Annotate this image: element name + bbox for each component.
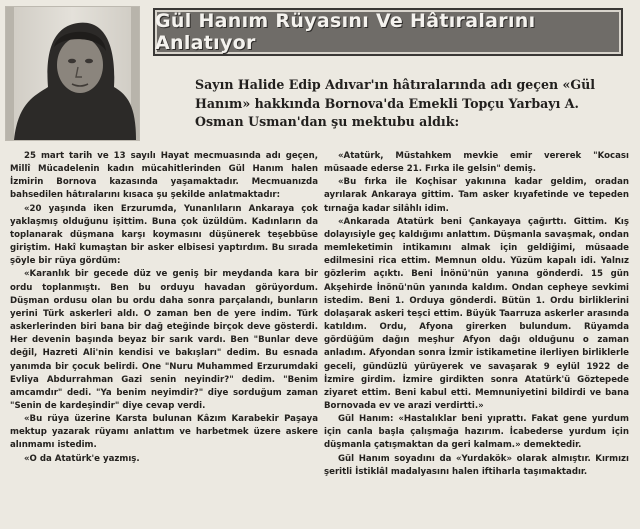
- left-column: [10, 150, 318, 466]
- portrait-photo-of-gul-hanim-icon: [6, 7, 139, 140]
- right-paragraph-2: «Bu fırka ile Koçhisar yakınına kadar geldim, oradan ayrılarak Ankaraya gittim. Tam asker kıyafetinde ve tepeden tırnağa kadar silâhlı idim.: [324, 177, 629, 214]
- left-paragraph-5: «O da Atatürk'e yazmış.: [24, 453, 140, 464]
- intro-paragraph: Sayın Halide Edip Adıvar'ın hâtıralarında adı geçen «Gül Hanım» hakkında Bornova'da Emekli Topçu Yarbayı A. Osman Usman'dan şu mektubu aldık:: [195, 77, 596, 129]
- right-paragraph-4: Gül Hanım: «Hastalıklar beni yıprattı. Fakat gene yurdum için canla başla çalışmağa hazırım. İcabederse yurdum için düşmanla çatışmaktan da geri kalmam.» demektedir.: [324, 414, 629, 451]
- right-paragraph-5: Gül Hanım soyadını da «Yurdakök» olarak almıştır. Kırmızı şeritli İstiklâl madalyasını halen iftiharla taşımaktadır.: [324, 453, 629, 477]
- right-paragraph-1: «Atatürk, Müstahkem mevkie emir vererek "Kocası müsaade ederse 21. Fırka ile gelsin" demiş.: [324, 151, 629, 175]
- right-paragraph-3: «Ankarada Atatürk beni Çankayaya çağırttı. Gittim. Kış dolayısiyle geç kaldığımı anlattım. Düşmanla savaşmak, ondan memleketimin intikamını almak için geldiğimi, müsaade edilmesini rica ettim. Memnun oldu. Yüzüm kapalı idi. Yalnız gözlerim açıktı. Beni İnönü'nün yanına gönderdi. 15 gün Akşehirde İnönü'nün yanında kaldım. Ondan cepheye sevkimi istedim. Beni 1. Orduya gönderdi. Bütün 1. Ordu birliklerini dolaşarak askeri teşci ettim. Büyük Taarruza askerler arasında katıldım. Ordu, Afyona girerken bulundum. Rüyamda gördüğüm dağın meşhur Afyon dağı olduğunu o zaman anladım. Afyondan sonra İzmir istikametine ilerliyen birliklerle geceli, gündüzlü yürüyerek ve savaşarak 9 eylül 1922 de İzmire girdim. İzmire girdikten sonra Atatürk'ü Göztepede ziyaret ettim. Beni kabul etti. Memnuniyetini bildirdi ve bana Bornovada ev ve arazi verdirtti.»: [324, 216, 629, 411]
- portrait-photo: [5, 6, 140, 141]
- right-column: [324, 150, 629, 479]
- left-paragraph-4: «Bu rüya üzerine Karsta bulunan Kâzım Karabekir Paşaya mektup yazarak rüyamı anlattım ve harbetmek üzere askere alınmamı istedim.: [10, 414, 318, 451]
- article-title: Gül Hanım Rüyasını Ve Hâtıralarını Anlatıyor: [155, 10, 536, 54]
- title-banner: [153, 8, 623, 56]
- left-paragraph-3: «Karanlık bir gecede düz ve geniş bir meydanda kara bir ordu toplanmıştı. Ben bu orduyu havadan görüyordum. Düşman ordusu olan bu ordu daha sonra parçalandı, bunların yerini Türk askerleri aldı. O zaman ben de yere indim. Türk askerlerinden biri bana bir dağ eteğinde birçok deve gösterdi. Her devenin başında beyaz bir sarık vardı. Ben "Bunlar deve değil, Hazreti Ali'nin kendisi ve bakışları" dedim. Bu esnada yanımda bir çocuk belirdi. One "Nuru Muhammed Erzurumdaki Evliya Abdurrahman Gazi senin neyindir?" dedim. "Benim amcamdır" dedi. "Ya benim neyimdir?" diye sorduğum zaman "Senin de kardeşindir" diye cevap verdi.: [10, 269, 318, 411]
- left-paragraph-1: 25 mart tarih ve 13 sayılı Hayat mecmuasında adı geçen, Millî Mücadelenin kadın mücahitlerinden Gül Hanım halen İzmirin Bornova kazasında yaşamaktadır. Mecmuanızda bahsedilen hâtıralarını kısaca şu şekilde anlatmaktadır:: [10, 151, 318, 201]
- left-paragraph-2: «20 yaşında iken Erzurumda, Yunanlıların Ankaraya çok yaklaşmış olduğunu işittim. Buna çok üzüldüm. Kadınların da toplanarak düşmana karşı koymasını düşünerek teşebbüse giriştim. Hakî kumaştan bir asker elbisesi yaptırdım. Bu sırada şöyle bir rüya gördüm:: [10, 203, 318, 267]
